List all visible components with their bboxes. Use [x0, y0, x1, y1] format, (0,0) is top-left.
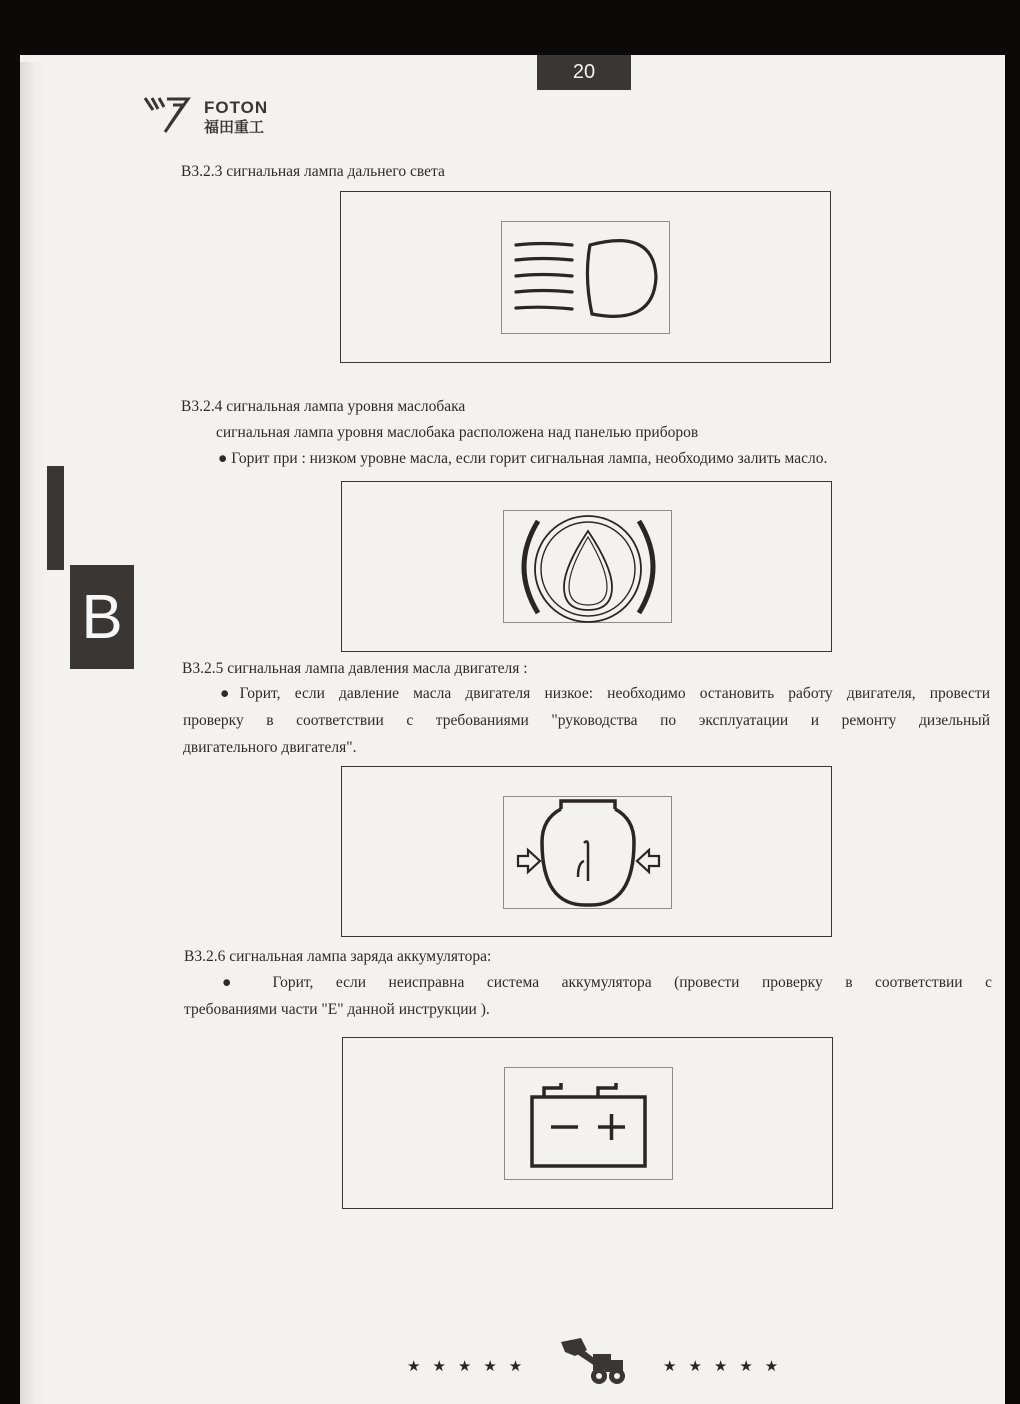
- battery-frame: [342, 1037, 833, 1209]
- high-beam-icon: [502, 222, 671, 335]
- battery-charge-icon: [505, 1068, 674, 1181]
- section-heading-oil-pressure: B3.2.5 сигнальная лампа давления масла двигателя :: [182, 660, 528, 677]
- oil-tank-panel: [503, 510, 672, 623]
- battery-bullet-line-1: ● Горит, если неисправна система аккумулятора (провести проверку в соответствии с: [222, 974, 992, 991]
- chapter-tab-marker: [47, 466, 64, 570]
- footer-stars-right: ★★★★★: [663, 1357, 791, 1375]
- page-number: 20: [537, 55, 631, 90]
- battery-bullet-line-2: требованиями части "E" данной инструкции ).: [184, 1001, 490, 1018]
- battery-panel: [504, 1067, 673, 1180]
- oil-pressure-bullet-line-3: двигательного двигателя".: [183, 739, 357, 756]
- section-heading-high-beam: B3.2.3 сигнальная лампа дальнего света: [181, 163, 445, 180]
- oil-pressure-frame: [341, 766, 832, 937]
- oil-tank-level-icon: [504, 511, 673, 624]
- high-beam-panel: [501, 221, 670, 334]
- oil-tank-bullet: ● Горит при : низком уровне масла, если горит сигнальная лампа, необходимо залить масло.: [218, 450, 828, 467]
- foton-logo-mark-icon: [143, 96, 193, 136]
- section-heading-oil-tank: B3.2.4 сигнальная лампа уровня маслобака: [181, 398, 466, 415]
- oil-pressure-bullet-line-1: ●Горит, если давление масла двигателя низкое: необходимо остановить работу двигателя, провести: [220, 685, 990, 702]
- oil-tank-location-text: сигнальная лампа уровня маслобака расположена над панелью приборов: [216, 424, 699, 441]
- wheel-loader-icon: [555, 1336, 631, 1388]
- oil-tank-frame: [341, 481, 832, 652]
- footer-stars-left: ★★★★★: [407, 1357, 535, 1375]
- page-edge-shadow: [20, 62, 46, 1404]
- engine-oil-pressure-icon: [504, 797, 673, 910]
- foton-logo: [143, 96, 293, 138]
- high-beam-frame: [340, 191, 831, 363]
- oil-pressure-panel: [503, 796, 672, 909]
- section-heading-battery: B3.2.6 сигнальная лампа заряда аккумулятора:: [184, 948, 492, 965]
- chapter-tab-letter: B: [70, 565, 134, 669]
- brand-name-en: FOTON: [204, 98, 269, 117]
- brand-name-cn: 福田重工: [204, 118, 265, 136]
- oil-pressure-bullet-line-2: проверку в соответствии с требованиями "руководства по эксплуатации и ремонту дизельный: [183, 712, 990, 729]
- scan-border: [1005, 0, 1020, 1404]
